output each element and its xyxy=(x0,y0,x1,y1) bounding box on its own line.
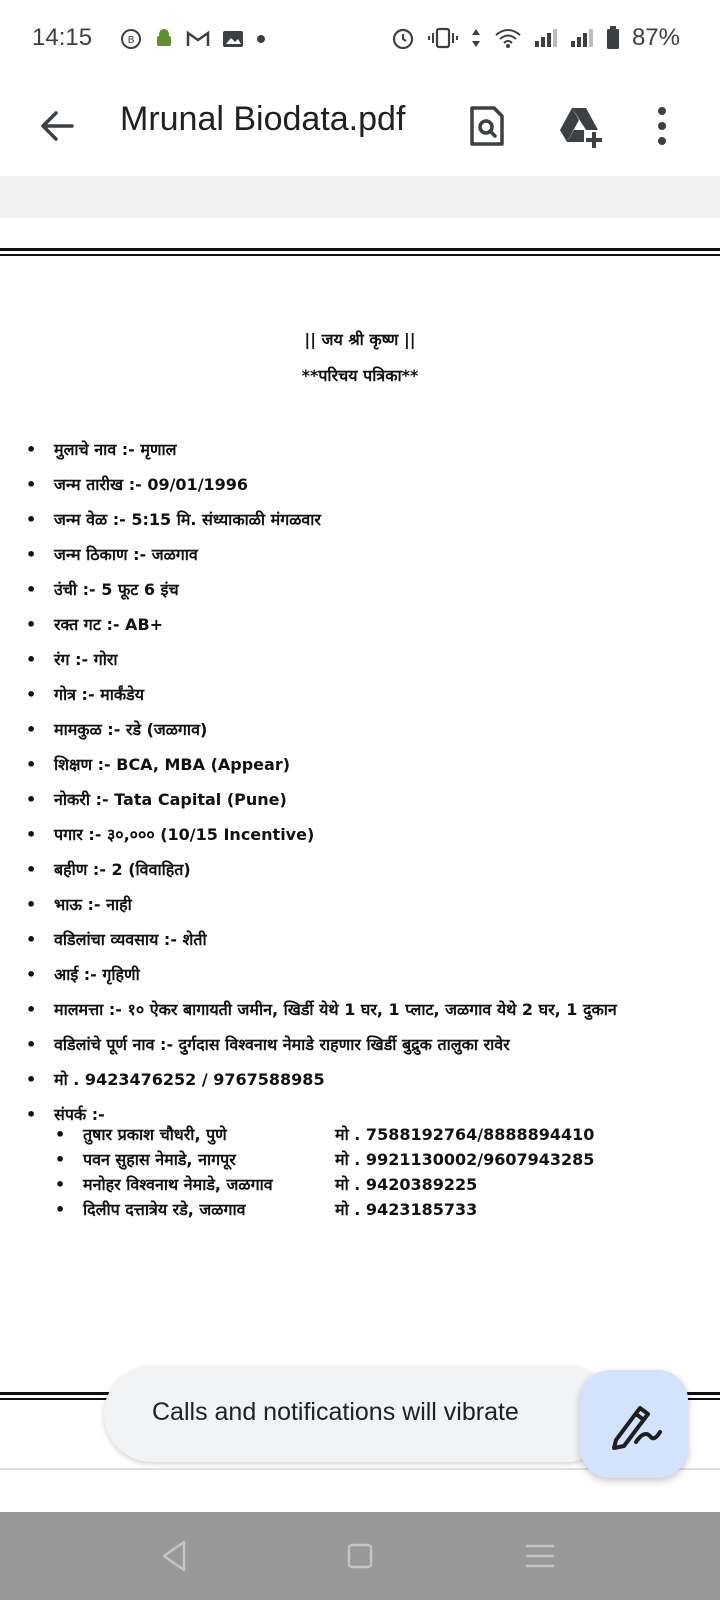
list-item: • उंची :- 5 फूट 6 इंच xyxy=(26,578,716,613)
annotate-fab[interactable] xyxy=(580,1370,688,1478)
biodata-list xyxy=(26,438,716,1138)
list-item: • वडिलांचा व्यवसाय :- शेती xyxy=(26,928,716,963)
list-item: • संपर्क :- xyxy=(26,1103,716,1138)
contact-phone: मो . 9423185733 xyxy=(335,1200,478,1219)
nav-back-button[interactable] xyxy=(152,1534,196,1578)
list-item: • रक्त गट :- AB+ xyxy=(26,613,716,648)
nav-recents-icon xyxy=(518,1534,562,1578)
add-to-drive-icon xyxy=(552,98,608,154)
list-item: • मो . 9423476252 / 9767588985 xyxy=(26,1068,716,1103)
list-item: • रंग :- गोरा xyxy=(26,648,716,683)
contact-item xyxy=(55,1174,594,1199)
vibrate-icon xyxy=(428,27,458,49)
battery-percent: 87% xyxy=(631,24,680,51)
app-bar xyxy=(0,80,720,176)
nav-home-icon xyxy=(338,1534,382,1578)
contact-name: दिलीप दत्तात्रेय रडे, जळगाव xyxy=(83,1200,246,1219)
nav-back-icon xyxy=(152,1534,196,1578)
more-options-button[interactable] xyxy=(636,98,692,154)
contact-name: पवन सुहास नेमाडे, नागपूर xyxy=(83,1150,236,1169)
toast xyxy=(104,1366,614,1462)
signal-icon-2 xyxy=(570,27,594,49)
search-document-icon xyxy=(458,98,514,154)
list-item: • भाऊ :- नाही xyxy=(26,893,716,928)
navigation-bar xyxy=(0,1512,720,1600)
list-item: • आई :- गृहिणी xyxy=(26,963,716,998)
contact-name: तुषार प्रकाश चौधरी, पुणे xyxy=(83,1125,227,1144)
list-item: • मुलाचे नाव :- मृणाल xyxy=(26,438,716,473)
dot-icon xyxy=(256,34,266,44)
list-item: • जन्म तारीख :- 09/01/1996 xyxy=(26,473,716,508)
find-in-document-button[interactable] xyxy=(458,98,514,154)
list-item: • शिक्षण :- BCA, MBA (Appear) xyxy=(26,753,716,788)
more-vertical-icon xyxy=(636,98,692,154)
edit-pen-icon xyxy=(580,1370,688,1478)
data-transfer-icon xyxy=(470,27,482,49)
list-item: • बहीण :- 2 (विवाहित) xyxy=(26,858,716,893)
contact-name: मनोहर विश्वनाथ नेमाडे, जळगाव xyxy=(83,1175,273,1194)
contact-phone: मो . 7588192764/8888894410 xyxy=(335,1125,595,1144)
toast-message: Calls and notifications will vibrate xyxy=(152,1398,519,1426)
add-to-drive-button[interactable] xyxy=(552,98,608,154)
list-item: • नोकरी :- Tata Capital (Pune) xyxy=(26,788,716,823)
list-item: • मालमत्ता :- १० ऐकर बागायती जमीन, खिर्डी येथे 1 घर, 1 प्लाट, जळगाव येथे 2 घर, 1 दुकान xyxy=(26,998,716,1033)
list-item: • जन्म वेळ :- 5:15 मि. संध्याकाळी मंगळवार xyxy=(26,508,716,543)
wifi-icon xyxy=(494,27,522,49)
nav-recents-button[interactable] xyxy=(518,1534,562,1578)
gmail-icon xyxy=(186,30,210,48)
page-gap xyxy=(0,176,720,218)
pdf-page[interactable] xyxy=(0,218,720,1470)
nav-home-button[interactable] xyxy=(338,1534,382,1578)
list-item: • मामकुळ :- रडे (जळगाव) xyxy=(26,718,716,753)
contact-phone: मो . 9420389225 xyxy=(335,1175,478,1194)
contacts-list xyxy=(55,1124,594,1224)
list-item: • गोत्र :- मार्कंडेय xyxy=(26,683,716,718)
contact-item xyxy=(55,1199,594,1224)
document-title: Mrunal Biodata.pdf xyxy=(120,100,406,138)
document-heading-1: || जय श्री कृष्ण || xyxy=(304,330,416,349)
list-item: • पगार :- ३०,००० (10/15 Incentive) xyxy=(26,823,716,858)
list-item: • जन्म ठिकाण :- जळगाव xyxy=(26,543,716,578)
contact-item xyxy=(55,1149,594,1174)
signal-icon-1 xyxy=(534,27,558,49)
top-double-rule xyxy=(0,248,720,256)
list-item: • वडिलांचे पूर्ण नाव :- दुर्गदास विश्वनाथ नेमाडे राहणार खिर्डी बुद्रुक तालुका रावेर xyxy=(26,1033,716,1068)
contact-item xyxy=(55,1124,594,1149)
document-heading-2: **परिचय पत्रिका** xyxy=(301,366,419,385)
bixby-icon xyxy=(120,28,142,50)
android-icon xyxy=(154,28,174,50)
battery-icon xyxy=(606,26,620,50)
contact-phone: मो . 9921130002/9607943285 xyxy=(335,1150,595,1169)
back-arrow-icon xyxy=(30,98,86,154)
photo-notification-icon xyxy=(222,30,244,48)
svg-text:B: B xyxy=(127,35,135,46)
alarm-icon xyxy=(390,25,416,51)
status-time: 14:15 xyxy=(32,24,93,51)
back-button[interactable] xyxy=(30,98,86,154)
status-bar xyxy=(0,0,720,80)
